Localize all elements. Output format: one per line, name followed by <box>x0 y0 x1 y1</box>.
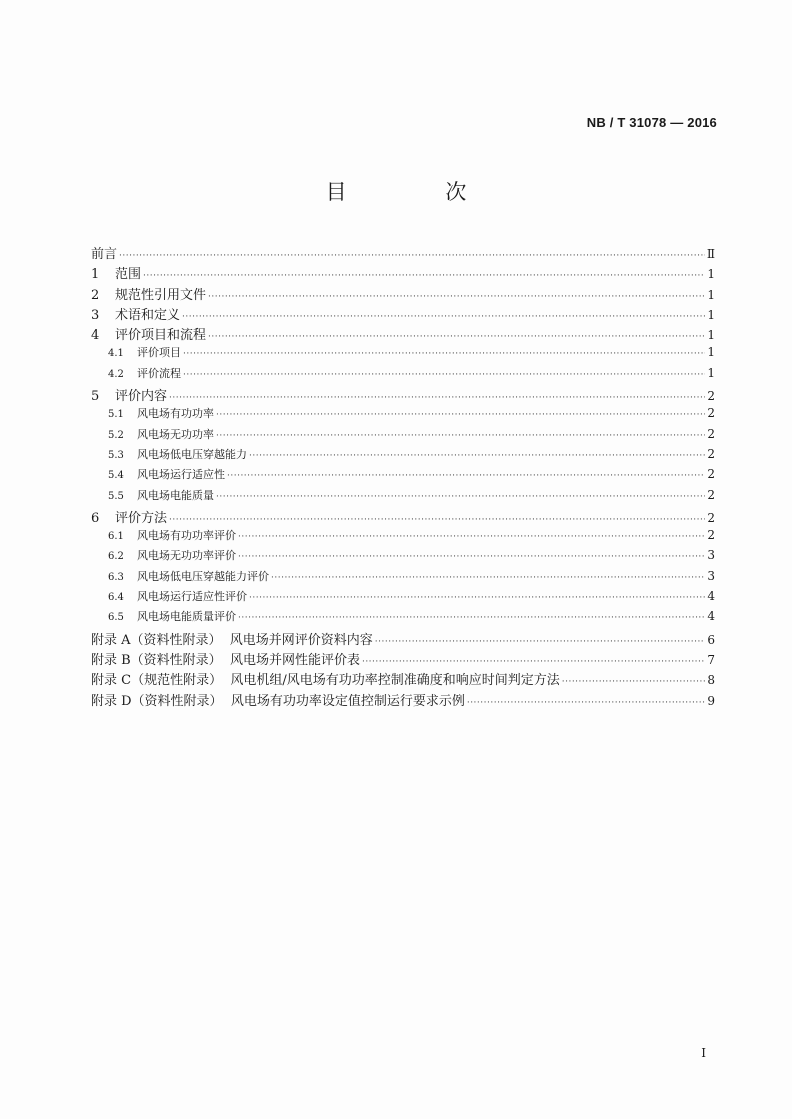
toc-entry-label: 评价方法 <box>115 510 168 526</box>
toc-entry-number: 5 <box>91 389 100 405</box>
dot-leader <box>169 393 705 403</box>
dot-leader <box>562 677 705 687</box>
toc-entry[interactable] <box>91 446 715 466</box>
toc-entry-number: 5.2 <box>108 429 124 441</box>
toc-entry[interactable] <box>91 649 715 669</box>
toc-entry-label: 附录 D（资料性附录） 风电场有功功率设定值控制运行要求示例 <box>91 693 465 709</box>
toc-entry-label: 风电场有功功率评价 <box>137 529 236 543</box>
toc-entry-label: 术语和定义 <box>115 307 181 323</box>
toc-entry[interactable] <box>91 527 715 547</box>
toc-entry-label: 评价流程 <box>137 366 181 380</box>
toc-entry[interactable] <box>91 263 715 283</box>
toc-entry-number: 5.4 <box>108 470 124 482</box>
dot-leader <box>238 532 705 542</box>
toc-entry-page: 2 <box>707 389 715 404</box>
toc-entry[interactable] <box>91 304 715 324</box>
toc-entry-number: 4 <box>91 328 100 344</box>
toc-entry-page: 4 <box>707 609 715 624</box>
toc-title: 目 次 <box>325 180 513 204</box>
toc-entry[interactable] <box>91 669 715 689</box>
toc-entry-page: 1 <box>707 287 715 302</box>
toc-entry[interactable] <box>91 344 715 364</box>
toc-entry[interactable] <box>91 588 715 608</box>
toc-entry-number: 5.3 <box>108 449 124 461</box>
toc-entry-page: 6 <box>707 632 715 647</box>
toc-entry[interactable] <box>91 568 715 588</box>
toc-entry-label: 风电场运行适应性评价 <box>137 590 247 604</box>
toc-entry-page: 2 <box>707 510 715 525</box>
toc-entry[interactable] <box>91 629 715 649</box>
toc-entry-page: 2 <box>707 467 715 482</box>
toc-entry-label: 风电场无功功率评价 <box>137 549 236 563</box>
dot-leader <box>182 312 705 322</box>
toc-entry-label: 评价项目和流程 <box>115 328 207 344</box>
toc-entry[interactable] <box>91 365 715 385</box>
dot-leader <box>227 471 705 481</box>
toc-entry-number: 1 <box>91 267 100 283</box>
toc-entry-page: 1 <box>707 267 715 282</box>
toc-entry[interactable] <box>91 507 715 527</box>
toc-entry[interactable] <box>91 243 715 263</box>
toc-entry-label: 风电场有功功率 <box>137 407 214 421</box>
dot-leader <box>216 410 705 420</box>
page-number: I <box>701 1046 706 1060</box>
toc-entry-number: 5.5 <box>108 490 124 502</box>
toc-entry-page: 2 <box>707 426 715 441</box>
toc-entry-label: 风电场低电压穿越能力评价 <box>137 569 269 583</box>
toc-entry-label: 附录 B（资料性附录） 风电场并网性能评价表 <box>91 652 360 668</box>
toc-entry-page: 1 <box>707 365 715 380</box>
dot-leader <box>216 431 705 441</box>
dot-leader <box>143 271 705 281</box>
toc-entry-label: 评价项目 <box>137 346 181 360</box>
toc-entry-page: Ⅱ <box>706 247 715 261</box>
toc-entry-number: 6 <box>91 510 100 526</box>
toc-entry-label: 风电场电能质量评价 <box>137 610 236 624</box>
dot-leader <box>249 593 705 603</box>
toc-entry-page: 4 <box>707 589 715 604</box>
toc-entry[interactable] <box>91 487 715 507</box>
toc-entry-label: 规范性引用文件 <box>115 287 207 303</box>
dot-leader <box>249 451 705 461</box>
toc-entry-number: 6.1 <box>108 531 124 543</box>
toc-entry-page: 2 <box>707 406 715 421</box>
toc-entry-label: 风电场低电压穿越能力 <box>137 447 247 461</box>
toc-entry-number: 6.5 <box>108 612 124 624</box>
toc-entry-page: 3 <box>707 568 715 583</box>
toc-entry-page: 8 <box>707 673 715 688</box>
dot-leader <box>208 292 705 302</box>
toc-entry-label: 评价内容 <box>115 389 168 405</box>
toc-entry-label: 范围 <box>115 267 142 283</box>
toc-entry-number: 4.1 <box>108 348 124 360</box>
dot-leader <box>375 637 705 647</box>
dot-leader <box>238 552 705 562</box>
toc-entry[interactable] <box>91 324 715 344</box>
table-of-contents <box>91 243 715 710</box>
dot-leader <box>216 492 705 502</box>
toc-entry-label: 前言 <box>91 247 118 262</box>
dot-leader <box>183 370 705 380</box>
toc-entry-label: 风电场电能质量 <box>137 488 214 502</box>
toc-entry[interactable] <box>91 426 715 446</box>
toc-entry-page: 2 <box>707 487 715 502</box>
toc-entry-number: 6.4 <box>108 592 124 604</box>
dot-leader <box>362 657 705 667</box>
dot-leader <box>183 349 705 359</box>
toc-entry-page: 9 <box>707 693 715 708</box>
dot-leader <box>169 515 705 525</box>
toc-entry-label: 风电场运行适应性 <box>137 468 225 482</box>
toc-entry-page: 1 <box>707 328 715 343</box>
toc-entry-page: 1 <box>707 345 715 360</box>
toc-entry-page: 3 <box>707 548 715 563</box>
toc-entry-number: 6.3 <box>108 571 124 583</box>
toc-entry[interactable] <box>91 608 715 628</box>
toc-entry[interactable] <box>91 405 715 425</box>
toc-entry-page: 2 <box>707 446 715 461</box>
dot-leader <box>208 332 705 342</box>
dot-leader <box>467 698 705 708</box>
toc-entry-label: 附录 A（资料性附录） 风电场并网评价资料内容 <box>91 632 373 648</box>
toc-entry[interactable] <box>91 385 715 405</box>
toc-entry-page: 7 <box>707 652 715 667</box>
toc-entry-page: 1 <box>707 307 715 322</box>
dot-leader <box>238 613 705 623</box>
dot-leader <box>271 573 705 583</box>
toc-entry-number: 4.2 <box>108 368 124 380</box>
toc-entry[interactable] <box>91 466 715 486</box>
toc-entry-number: 6.2 <box>108 551 124 563</box>
dot-leader <box>119 251 705 261</box>
toc-entry-number: 5.1 <box>108 409 124 421</box>
toc-entry-page: 2 <box>707 528 715 543</box>
toc-entry[interactable] <box>91 284 715 304</box>
toc-entry-label: 风电场无功功率 <box>137 427 214 441</box>
toc-entry-label: 附录 C（规范性附录） 风电机组/风电场有功功率控制准确度和响应时间判定方法 <box>91 673 560 689</box>
toc-entry-number: 3 <box>91 307 100 323</box>
toc-entry[interactable] <box>91 690 715 710</box>
toc-entry-number: 2 <box>91 287 100 303</box>
toc-entry[interactable] <box>91 547 715 567</box>
standard-code: NB / T 31078 — 2016 <box>586 115 717 130</box>
